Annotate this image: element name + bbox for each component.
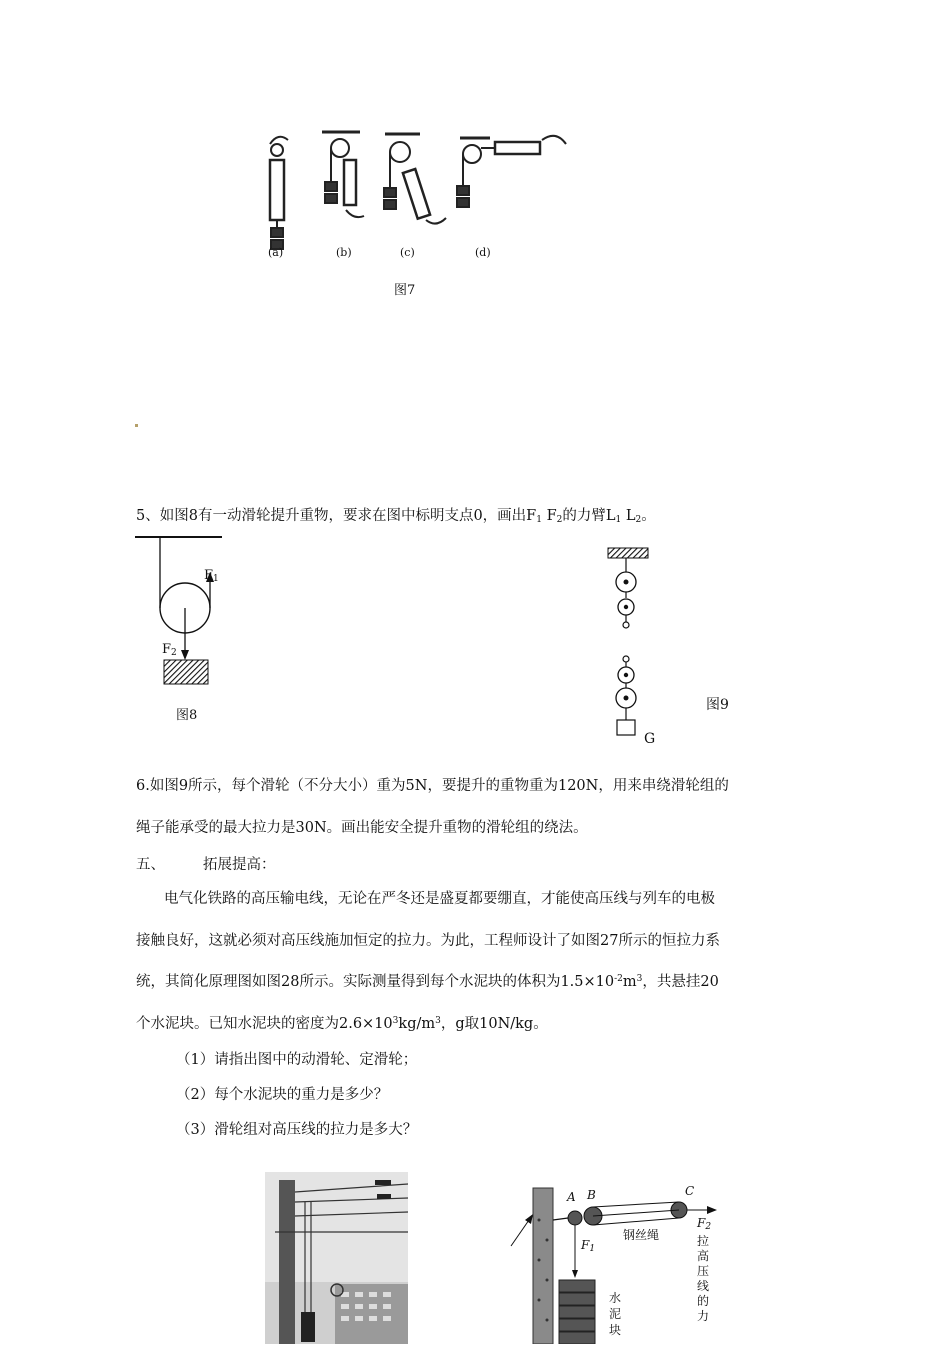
figure-7-label-c: (c) xyxy=(400,246,415,259)
figure-27-photo-drawing xyxy=(265,1172,408,1344)
figure-9-caption: 图9 xyxy=(706,697,729,713)
figure-28-label-c: C xyxy=(685,1184,695,1198)
block-char-1: 水 xyxy=(609,1291,622,1305)
block-char-3: 块 xyxy=(609,1323,622,1337)
figure-8 xyxy=(130,530,250,690)
q5-text-a: 5、如图8有一动滑轮提升重物，要求在图中标明支点0，画出F xyxy=(136,508,537,524)
paragraph-line-3 xyxy=(136,970,719,991)
vertical-char-1: 拉 xyxy=(697,1234,710,1248)
figure-28 xyxy=(505,1180,730,1344)
f1-sub-28: 1 xyxy=(589,1244,596,1254)
figure-7-label-d: (d) xyxy=(475,246,491,259)
figure-8-drawing xyxy=(130,530,250,690)
figure-8-f2-label xyxy=(162,642,177,658)
figure-28-steel-rope-label: 钢丝绳 xyxy=(623,1228,660,1242)
q5-sub-1: 1 xyxy=(536,515,542,525)
question-5-text xyxy=(136,504,656,525)
para-line4-sup2: 3 xyxy=(435,1016,441,1026)
section-5-number: 五、 xyxy=(136,857,165,873)
f1-sub: 1 xyxy=(213,574,219,584)
para-line3-sup2: 3 xyxy=(636,974,643,984)
figure-9-drawing xyxy=(600,545,680,745)
figure-7-label-a: (a) xyxy=(268,246,284,259)
q5-text-c: 的力臂L xyxy=(562,508,616,524)
para-line3-sup1: -2 xyxy=(614,974,623,984)
vertical-char-3: 压 xyxy=(697,1264,710,1278)
figure-28-block-vertical-label xyxy=(609,1290,623,1338)
figure-28-force-vertical-label xyxy=(697,1234,711,1324)
vertical-char-5: 的 xyxy=(697,1294,710,1308)
q5-sub-4: 2 xyxy=(635,515,642,525)
subquestion-1: （1）请指出图中的动滑轮、定滑轮； xyxy=(176,1052,418,1068)
figure-8-f1-label xyxy=(204,568,219,584)
vertical-char-4: 线 xyxy=(697,1279,710,1293)
paragraph-line-4 xyxy=(136,1012,548,1033)
subquestion-3: （3）滑轮组对高压线的拉力是多大？ xyxy=(176,1122,418,1138)
stray-dot xyxy=(135,424,138,427)
para-line4-c: ，g取10N/kg。 xyxy=(440,1016,548,1032)
f1-letter-28: F xyxy=(581,1238,590,1252)
vertical-char-6: 力 xyxy=(697,1309,710,1323)
figure-7-label-b: (b) xyxy=(336,246,352,259)
q5-text-b: F xyxy=(541,508,557,524)
question-6-line-2: 绳子能承受的最大拉力是30N。画出能安全提升重物的滑轮组的绕法。 xyxy=(136,820,588,836)
q5-text-e: 。 xyxy=(641,508,656,524)
f2-sub-28: 2 xyxy=(705,1222,712,1232)
subquestion-2: （2）每个水泥块的重力是多少？ xyxy=(176,1087,389,1103)
q5-text-d: L xyxy=(621,508,636,524)
f2-letter-28: F xyxy=(697,1216,706,1230)
para-line3-a: 统，其简化原理图如图28所示。实际测量得到每个水泥块的体积为1.5×10 xyxy=(136,974,615,990)
figure-7-caption: 图7 xyxy=(394,283,416,298)
para-line4-sup1: 3 xyxy=(392,1016,399,1026)
f1-letter: F xyxy=(204,568,214,583)
figure-28-label-b: B xyxy=(587,1188,596,1202)
figure-7 xyxy=(250,120,590,270)
para-line4-a: 个水泥块。已知水泥块的密度为2.6×10 xyxy=(136,1016,393,1032)
section-5-title: 拓展提高： xyxy=(203,857,276,873)
para-line3-b: m xyxy=(622,974,637,990)
figure-8-caption: 图8 xyxy=(176,708,198,723)
figure-9 xyxy=(600,545,680,745)
vertical-char-2: 高 xyxy=(697,1249,710,1263)
figure-28-label-a: A xyxy=(567,1190,576,1204)
paragraph-line-1: 电气化铁路的高压输电线，无论在严冬还是盛夏都要绷直，才能使高压线与列车的电极 xyxy=(164,891,715,907)
para-line4-b: kg/m xyxy=(398,1016,436,1032)
figure-9-weight-label: G xyxy=(644,731,656,747)
figure-28-label-f2 xyxy=(697,1216,711,1232)
q5-sub-2: 2 xyxy=(556,515,563,525)
paragraph-line-2: 接触良好，这就必须对高压线施加恒定的拉力。为此，工程师设计了如图27所示的恒拉力系 xyxy=(136,933,720,949)
f2-sub: 2 xyxy=(171,648,177,658)
question-6-line-1: 6.如图9所示，每个滑轮（不分大小）重为5N，要提升的重物重为120N，用来串绕滑轮组的 xyxy=(136,778,729,794)
para-line3-c: ，共悬挂20 xyxy=(642,974,719,990)
figure-28-label-f1 xyxy=(581,1238,595,1254)
figure-27-photo xyxy=(265,1172,408,1344)
q5-sub-3: 1 xyxy=(615,515,622,525)
block-char-2: 泥 xyxy=(609,1307,622,1321)
f2-letter: F xyxy=(162,642,172,657)
figure-7-drawing xyxy=(250,120,590,270)
